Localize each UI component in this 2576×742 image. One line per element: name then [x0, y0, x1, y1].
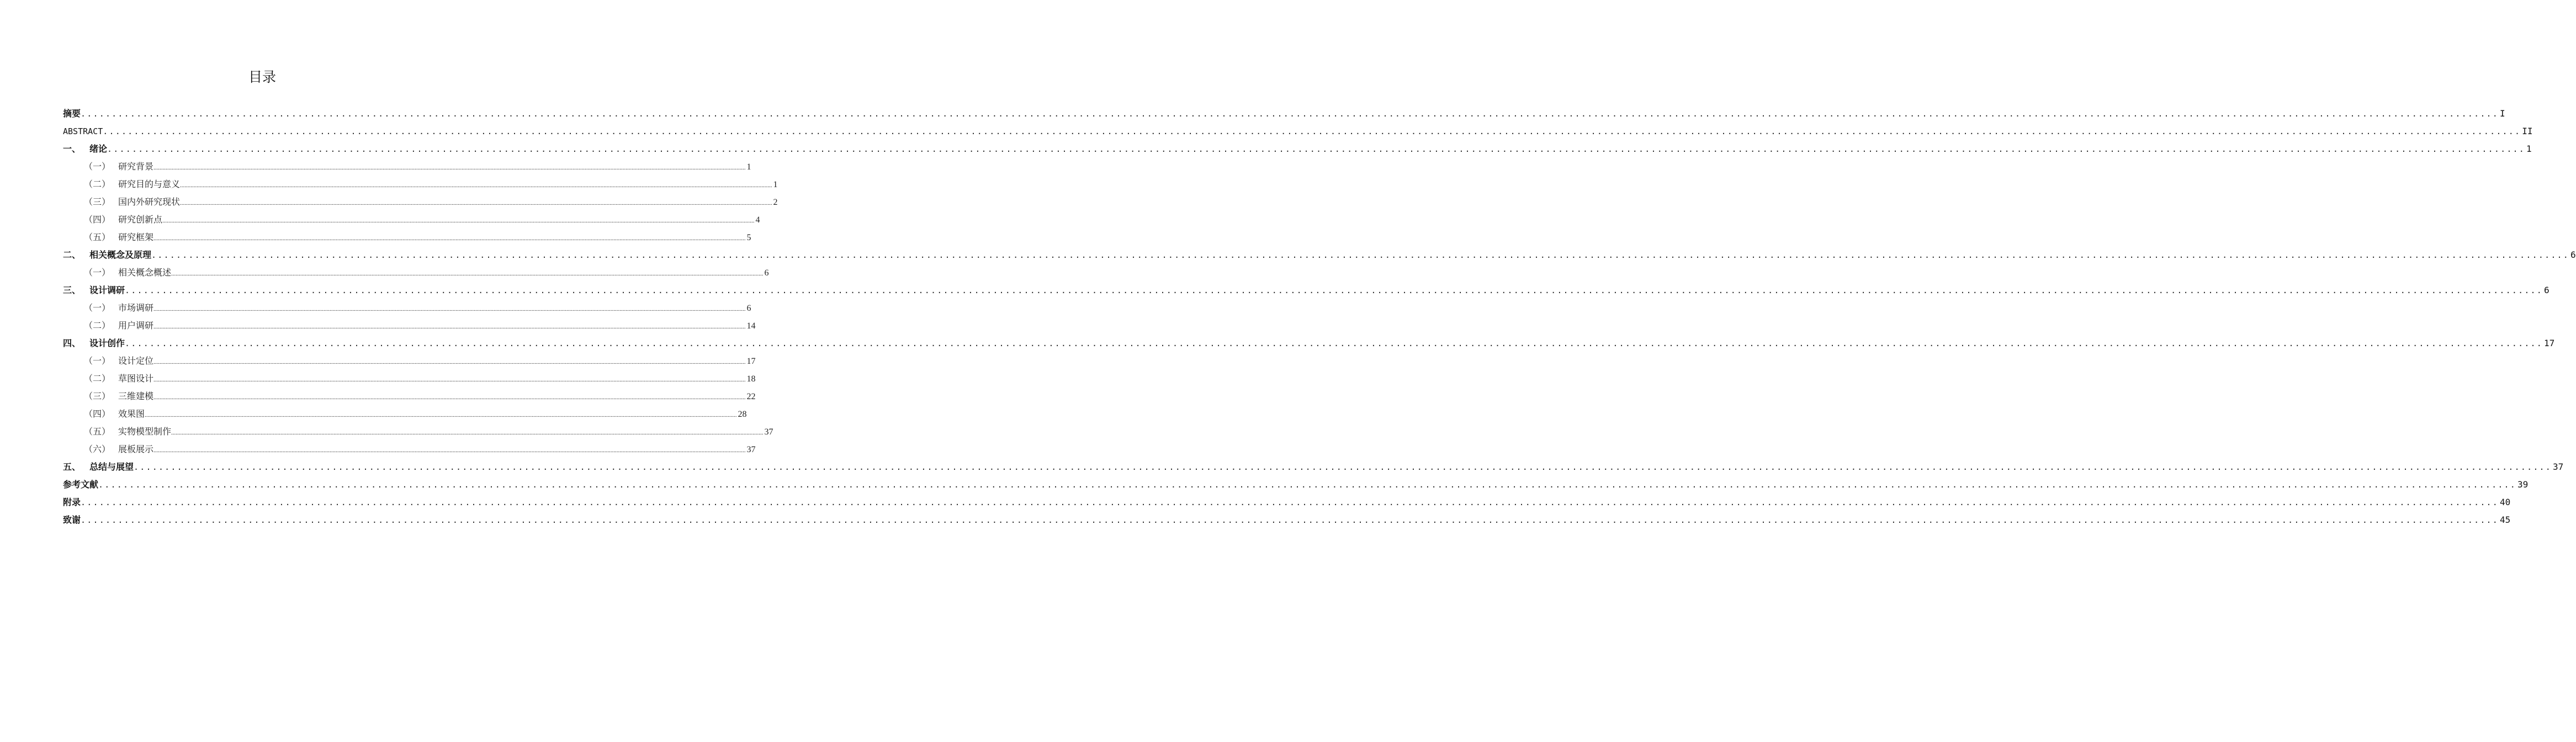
toc-leader: ...................................................................................................................................................................................................................................................................................................................................................................................................... [153, 447, 746, 454]
toc-entry[interactable] [63, 246, 2576, 264]
toc-subentry[interactable] [63, 317, 756, 335]
toc-subentry[interactable] [63, 158, 751, 176]
toc-entry-label: 设计创作 [89, 338, 125, 348]
toc-entry-number: （六） [84, 444, 111, 454]
toc-page-number: 5 [746, 233, 751, 242]
toc-leader: ...................................................................................................................................................................................................................................................................................................................................................................................................... [81, 109, 2499, 119]
toc-page-number: 37 [746, 445, 756, 454]
toc-subentry[interactable] [63, 441, 756, 458]
toc-page-number: 6 [2570, 250, 2576, 260]
toc-entry-number: 一、 [63, 144, 81, 154]
toc-entry[interactable] [63, 458, 2564, 476]
toc-page-number: 40 [2500, 497, 2511, 507]
toc-title: 目录 [248, 69, 276, 85]
toc-leader: ...................................................................................................................................................................................................................................................................................................................................................................................................... [103, 126, 2521, 136]
toc-entry-label: 市场调研 [118, 303, 154, 313]
toc-entry-label: 效果图 [118, 409, 145, 419]
toc-page-number: 17 [746, 357, 756, 366]
toc-entry-number: 四、 [63, 338, 81, 348]
toc-leader: ...................................................................................................................................................................................................................................................................................................................................................................................................... [153, 165, 746, 171]
toc-entry-number: （二） [84, 320, 111, 331]
toc-entry-label: 用户调研 [118, 320, 154, 331]
toc-leader: ...................................................................................................................................................................................................................................................................................................................................................................................................... [125, 285, 2543, 295]
toc-leader: ...................................................................................................................................................................................................................................................................................................................................................................................................... [153, 235, 746, 242]
toc-entry-label: 相关概念及原理 [89, 250, 152, 260]
toc-entry-number: （一） [84, 267, 111, 278]
toc-entry-label: 研究背景 [118, 161, 154, 172]
toc-page-number: 2 [773, 198, 778, 207]
toc-entry[interactable] [63, 511, 2511, 529]
toc-leader: ...................................................................................................................................................................................................................................................................................................................................................................................................... [153, 359, 746, 365]
toc-entry-label: 摘要 [63, 108, 81, 119]
toc-leader: ...................................................................................................................................................................................................................................................................................................................................................................................................... [180, 200, 772, 206]
toc-leader: ...................................................................................................................................................................................................................................................................................................................................................................................................... [171, 430, 764, 436]
toc-page-number: 14 [746, 321, 756, 331]
toc-leader: ...................................................................................................................................................................................................................................................................................................................................................................................................... [153, 377, 746, 383]
toc-entry-label: 相关概念概述 [118, 267, 172, 278]
toc-subentry[interactable] [63, 264, 769, 282]
toc-page-number: 37 [2553, 462, 2564, 472]
toc-leader: ...................................................................................................................................................................................................................................................................................................................................................................................................... [153, 324, 746, 330]
toc-leader: ...................................................................................................................................................................................................................................................................................................................................................................................................... [107, 144, 2526, 154]
toc-entry-label: 研究框架 [118, 232, 154, 242]
toc-leader: ...................................................................................................................................................................................................................................................................................................................................................................................................... [162, 218, 755, 224]
toc-page-number: 28 [738, 410, 747, 419]
toc-entry-label: 设计定位 [118, 356, 154, 366]
toc-subentry[interactable] [63, 211, 760, 229]
toc-entry[interactable] [63, 105, 2505, 123]
toc-page-number: 39 [2517, 479, 2529, 490]
toc-entry[interactable] [63, 476, 2529, 494]
toc-page-number: 45 [2500, 515, 2511, 525]
toc-page-number: 4 [755, 215, 760, 225]
toc-entry-label: 国内外研究现状 [118, 197, 181, 207]
toc-entry[interactable] [63, 140, 2532, 158]
toc-leader: ...................................................................................................................................................................................................................................................................................................................................................................................................... [153, 306, 746, 312]
toc-entry-number: 二、 [63, 250, 81, 260]
toc-leader: ...................................................................................................................................................................................................................................................................................................................................................................................................... [153, 394, 746, 401]
toc-entry-label: 附录 [63, 497, 81, 507]
toc-entry-label: ABSTRACT [63, 126, 103, 136]
toc-entry-label: 致谢 [63, 515, 81, 525]
toc-subentry[interactable] [63, 423, 773, 441]
toc-leader: ...................................................................................................................................................................................................................................................................................................................................................................................................... [98, 480, 2517, 490]
toc-leader: ...................................................................................................................................................................................................................................................................................................................................................................................................... [145, 412, 737, 418]
toc-entry-number: （一） [84, 161, 111, 172]
toc-page-number: 1 [2526, 144, 2532, 154]
toc-subentry[interactable] [63, 193, 778, 211]
toc-leader: ...................................................................................................................................................................................................................................................................................................................................................................................................... [134, 462, 2552, 472]
toc-page-number: 1 [773, 180, 778, 189]
toc-list [63, 105, 2576, 529]
toc-entry[interactable] [63, 494, 2511, 511]
toc-subentry[interactable] [63, 370, 756, 388]
toc-entry-label: 实物模型制作 [118, 426, 172, 437]
toc-entry-number: （三） [84, 197, 111, 207]
toc-entry-label: 展板展示 [118, 444, 154, 454]
toc-subentry[interactable] [63, 352, 756, 370]
toc-leader: ...................................................................................................................................................................................................................................................................................................................................................................................................... [180, 182, 772, 189]
toc-subentry[interactable] [63, 176, 778, 193]
toc-entry[interactable] [63, 123, 2533, 140]
toc-page-number: 1 [746, 162, 751, 172]
toc-leader: ...................................................................................................................................................................................................................................................................................................................................................................................................... [81, 515, 2499, 525]
toc-entry-number: （三） [84, 391, 111, 401]
toc-entry-label: 绪论 [89, 144, 108, 154]
toc-entry-label: 参考文献 [63, 479, 99, 490]
toc-entry-label: 研究创新点 [118, 214, 163, 225]
toc-entry-number: （二） [84, 179, 111, 189]
toc-entry-label: 研究目的与意义 [118, 179, 181, 189]
toc-entry-label: 设计调研 [89, 285, 125, 295]
toc-leader: ...................................................................................................................................................................................................................................................................................................................................................................................................... [125, 338, 2543, 348]
toc-entry-label: 总结与展望 [89, 462, 134, 472]
toc-entry-label: 草图设计 [118, 373, 154, 384]
toc-subentry[interactable] [63, 388, 756, 405]
toc-entry[interactable] [63, 282, 2550, 299]
toc-page-number: 37 [764, 427, 773, 437]
toc-entry-number: （二） [84, 373, 111, 384]
toc-subentry[interactable] [63, 405, 747, 423]
toc-entry[interactable] [63, 335, 2555, 352]
toc-leader: ...................................................................................................................................................................................................................................................................................................................................................................................................... [81, 497, 2499, 507]
toc-entry-number: （四） [84, 409, 111, 419]
toc-page-number: 6 [2544, 285, 2550, 295]
toc-entry-label: 三维建模 [118, 391, 154, 401]
toc-page-number: 6 [764, 268, 769, 278]
toc-subentry[interactable] [63, 229, 751, 246]
toc-entry-number: （五） [84, 426, 111, 437]
toc-page-number: I [2500, 108, 2505, 119]
toc-page-number: 22 [746, 392, 756, 401]
toc-entry-number: （五） [84, 232, 111, 242]
toc-entry-number: （一） [84, 356, 111, 366]
toc-page-number: 17 [2544, 338, 2555, 348]
toc-entry-number: 三、 [63, 285, 81, 295]
toc-page-number: 6 [746, 304, 751, 313]
toc-leader: ...................................................................................................................................................................................................................................................................................................................................................................................................... [171, 271, 764, 277]
toc-subentry[interactable] [63, 299, 751, 317]
toc-leader: ...................................................................................................................................................................................................................................................................................................................................................................................................... [151, 250, 2570, 260]
toc-page-number: 18 [746, 374, 756, 384]
toc-entry-number: 五、 [63, 462, 81, 472]
toc-entry-number: （四） [84, 214, 111, 225]
toc-entry-number: （一） [84, 303, 111, 313]
toc-page-number: II [2522, 126, 2533, 136]
